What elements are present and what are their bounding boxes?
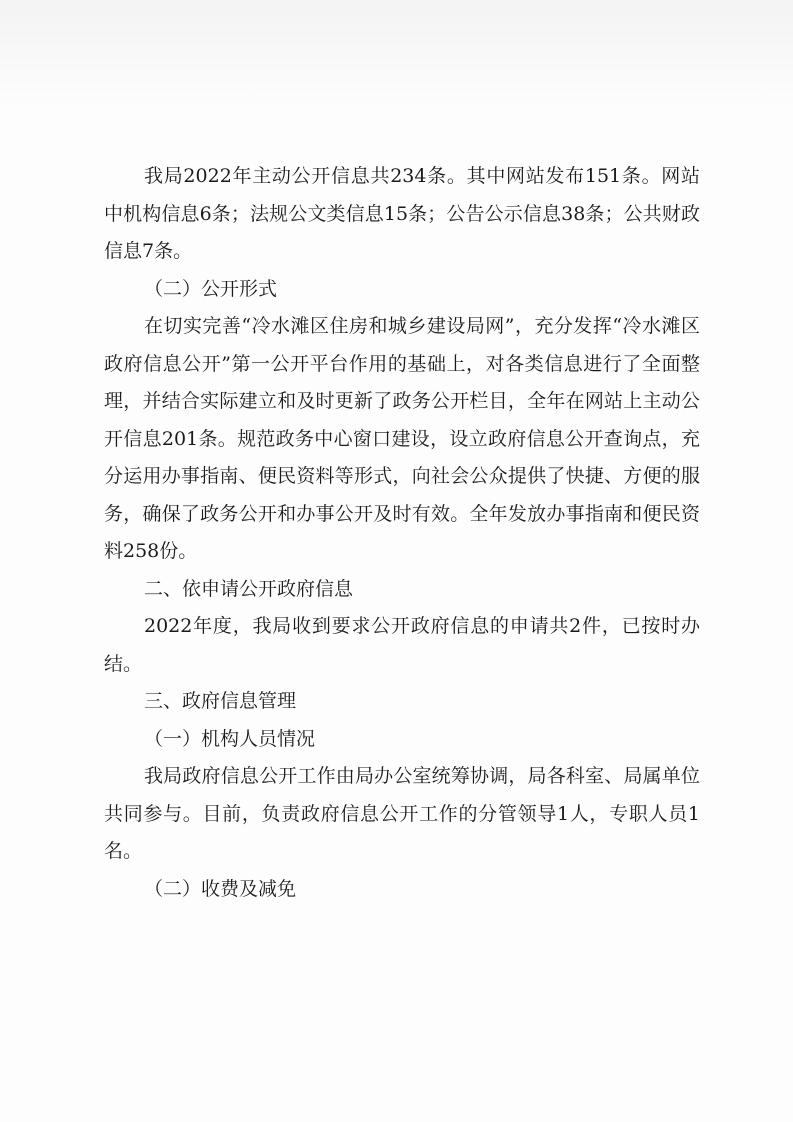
- heading-disclosure-form: （二）公开形式: [144, 277, 278, 300]
- paragraph-application-disclosure: 2022年度，我局收到要求公开政府信息的申请共2件，已按时办结。: [104, 615, 700, 675]
- heading-info-management: 三、政府信息管理: [144, 690, 297, 712]
- paragraph-disclosure-stats: 我局2022年主动公开信息共234条。其中网站发布151条。网站中机构信息6条；法规公文类信息15条；公告公示信息38条；公共财政信息7条。: [104, 165, 700, 262]
- paragraph-staffing: 我局政府信息公开工作由局办公室统筹协调，局各科室、局属单位共同参与。目前，负责政府信息公开工作的分管领导1人，专职人员1名。: [104, 765, 700, 862]
- heading-application-disclosure: 二、依申请公开政府信息: [144, 577, 354, 600]
- paragraph-disclosure-form: 在切实完善“冷水滩区住房和城乡建设局网”，充分发挥“冷水滩区政府信息公开”第一公开平台作用的基础上，对各类信息进行了全面整理，并结合实际建立和及时更新了政务公开栏目，全年在网站上主动公开信息201条。规范政务中心窗口建设，设立政府信息公开查询点，充分运用办事指南、便民资料等形式，向社会公众提供了快捷、方便的服务，确保了政务公开和办事公开及时有效。全年发放办事指南和便民资料258份。: [104, 315, 700, 562]
- heading-staffing: （一）机构人员情况: [144, 727, 316, 750]
- heading-fees: （二）收费及减免: [144, 877, 297, 900]
- scan-shading: [0, 0, 793, 110]
- document-body: [104, 158, 700, 908]
